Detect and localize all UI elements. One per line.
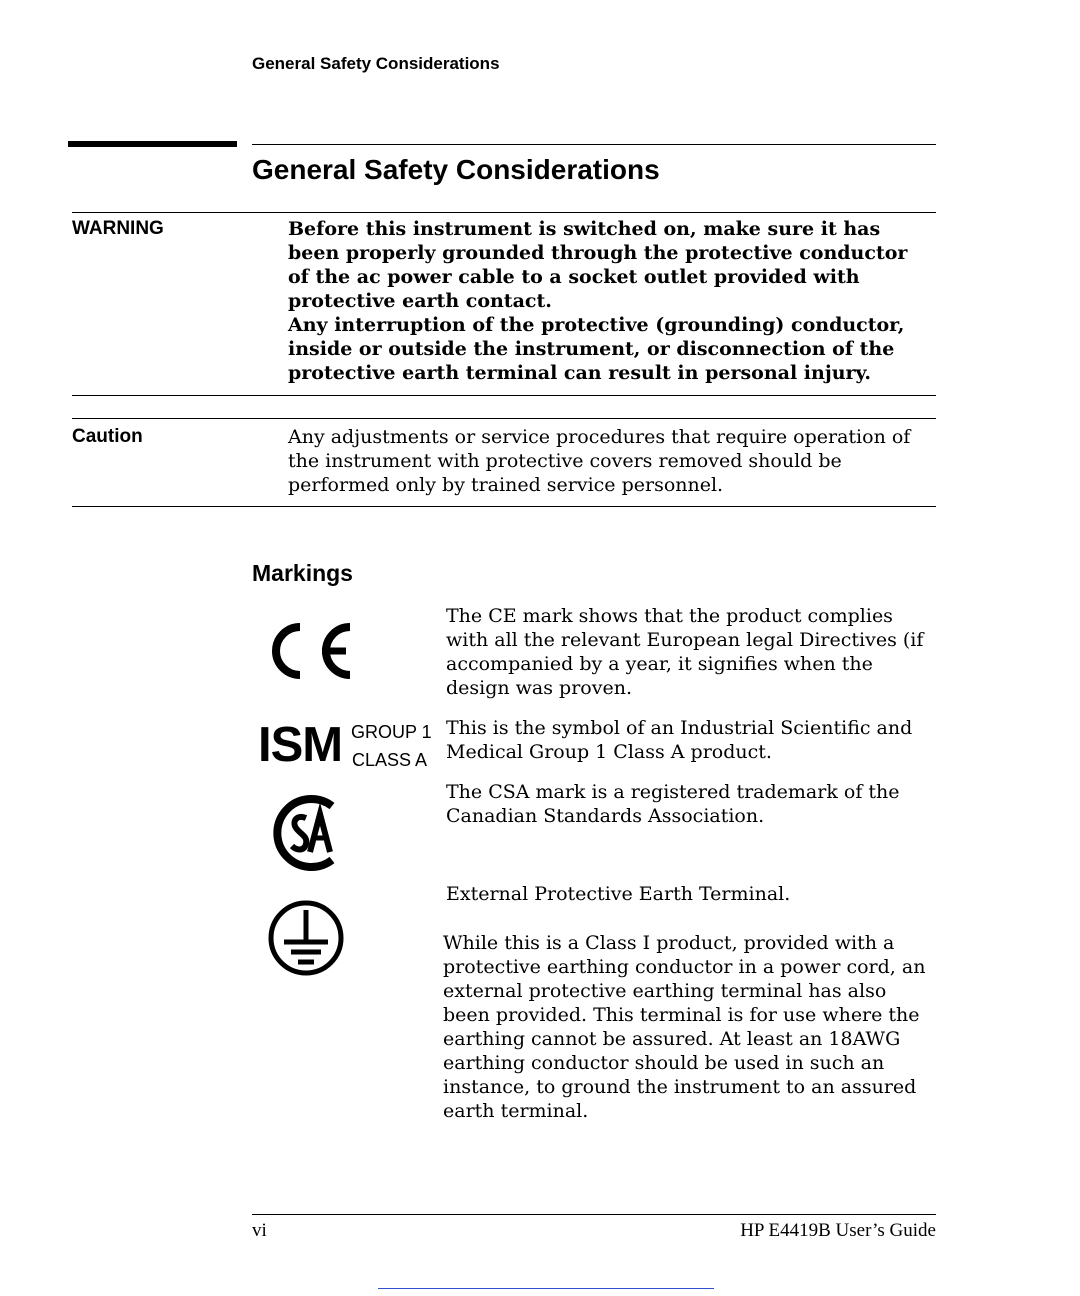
markings-heading: Markings (252, 560, 353, 586)
csa-description: The CSA mark is a registered trademark of the Canadian Standards Association. (446, 781, 900, 827)
title-bar (68, 141, 237, 147)
warning-top-rule (72, 212, 936, 213)
ism-group: GROUP 1 (351, 722, 432, 742)
title-rule (252, 144, 936, 145)
earth-detail: While this is a Class I product, provided with a protective earthing conductor in a power cord, an external protective earthing terminal has also been provided. This terminal is for use where the earthing cannot be assured. At least an 18AWG earthing conductor should be used in such an instance, to ground the instrument to an assured earth terminal. (443, 932, 926, 1122)
warning-label: WARNING (72, 218, 164, 239)
ism-class: CLASS A (352, 750, 428, 770)
warning-text: Before this instrument is switched on, make sure it has been properly grounded through the protective conductor of the ac power cable to a socket outlet provided with protective earth contact. Any interruption of the protective (grounding) conductor, inside or outside the instrument, or disconnection of the protective earth terminal can result in personal injury. (288, 218, 908, 384)
ce-description: The CE mark shows that the product complies with all the relevant European legal Directives (if accompanied by a year, it signifies when the design was proven. (446, 605, 924, 699)
csa-mark-icon (270, 792, 348, 874)
warning-bottom-rule (72, 395, 936, 396)
ce-mark-icon (262, 618, 358, 684)
page-number: vi (252, 1220, 267, 1241)
earth-description: External Protective Earth Terminal. (446, 883, 791, 905)
ism-description: This is the symbol of an Industrial Scientific and Medical Group 1 Class A product. (446, 717, 913, 763)
link-underline (378, 1288, 714, 1289)
caution-label: Caution (72, 426, 143, 447)
protective-earth-icon (266, 898, 346, 978)
caution-text: Any adjustments or service procedures that require operation of the instrument with protective covers removed should be performed only by trained service personnel. (288, 426, 911, 496)
guide-title: HP E4419B User’s Guide (740, 1220, 936, 1241)
ism-mark: ISM (258, 718, 343, 772)
caution-top-rule (72, 418, 936, 419)
page-title: General Safety Considerations (252, 154, 660, 185)
caution-bottom-rule (72, 506, 936, 507)
running-header: General Safety Considerations (252, 54, 500, 73)
footer-rule (252, 1214, 936, 1215)
